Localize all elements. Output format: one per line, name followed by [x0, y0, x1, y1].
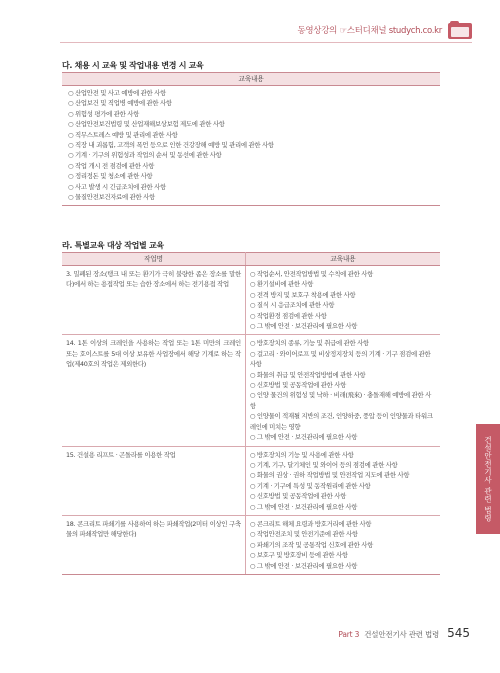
list-item: ○ 작업 개시 전 점검에 관한 사항 [68, 161, 434, 171]
content-column-header: 교육내용 [245, 253, 440, 266]
list-item: ○ 콘크리트 해체 요령과 방호거리에 관한 사항 [250, 519, 436, 529]
list-item: ○ 화물의 권상 · 권하 작업방법 및 안전작업 지도에 관한 사항 [250, 470, 436, 480]
work-column-header: 작업명 [62, 253, 245, 266]
list-item: ○ 산업보건 및 직업병 예방에 관한 사항 [68, 98, 434, 108]
list-item: ○ 작업환경 점검에 관한 사항 [250, 311, 436, 321]
table-row [62, 515, 440, 574]
content-cell [245, 335, 440, 446]
work-cell: 15. 건설용 리프트 · 곤돌라를 이용한 작업 [62, 446, 245, 515]
table-row [62, 335, 440, 446]
section-d-title: 라. 특별교육 대상 작업별 교육 [62, 241, 164, 250]
content-cell [245, 266, 440, 335]
work-cell: 14. 1톤 이상의 크레인을 사용하는 작업 또는 1톤 미만의 크레인 또는 호이스트를 5대 이상 보유한 사업장에서 해당 기계로 하는 작업(제40호의 작업은 제외한다) [62, 335, 245, 446]
list-item: ○ 그 밖에 안전 · 보건관리에 필요한 사항 [250, 561, 436, 571]
section-c-column-header: 교육내용 [62, 73, 440, 86]
list-item: ○ 파쇄기의 조작 및 공통작업 신호에 관한 사항 [250, 540, 436, 550]
list-item: ○ 기계 · 기구에 특성 및 동작원리에 관한 사항 [250, 481, 436, 491]
list-item: ○ 산업안전보건법령 및 산업재해보상보험 제도에 관한 사항 [68, 119, 434, 129]
list-item: ○ 직무스트레스 예방 및 관리에 관한 사항 [68, 130, 434, 140]
table-row [62, 266, 440, 335]
list-item: ○ 사고 발생 시 긴급조치에 관한 사항 [68, 182, 434, 192]
list-item: ○ 기계 · 기구의 위험성과 작업의 순서 및 동선에 관한 사항 [68, 150, 434, 160]
content-cell [245, 515, 440, 574]
header-divider [60, 42, 472, 43]
list-item: ○ 전격 방지 및 보호구 착용에 관한 사항 [250, 290, 436, 300]
list-item: ○ 화물의 취급 및 안전작업방법에 관한 사항 [250, 370, 436, 380]
list-item: ○ 정리정돈 및 청소에 관한 사항 [68, 171, 434, 181]
page-footer [338, 622, 470, 641]
list-item: ○ 환기설비에 관한 사항 [250, 279, 436, 289]
list-item: ○ 기계, 기구, 달기체인 및 와이어 등의 점검에 관한 사항 [250, 460, 436, 470]
folder-icon [448, 21, 472, 39]
list-item: ○ 인양물이 적재될 지반의 조건, 인양하중, 풍압 등이 인양물과 타워크레인에 미치는 영향 [250, 411, 436, 432]
side-tab-label: 건설안전기사 관련 법령 [483, 436, 493, 522]
page-header [297, 22, 472, 38]
list-item: ○ 방호장치의 종류, 기능 및 취급에 관한 사항 [250, 338, 436, 348]
brand-text: 동영상강의 ☞스터디채널 studych.co.kr [297, 26, 442, 36]
list-item: ○ 작업안전조치 및 안전기준에 관한 사항 [250, 529, 436, 539]
list-item: ○ 보호구 및 방호장비 등에 관한 사항 [250, 550, 436, 560]
section-c-title: 다. 채용 시 교육 및 작업내용 변경 시 교육 [62, 61, 204, 70]
section-c-table [62, 72, 440, 206]
work-cell: 18. 콘크리트 파쇄기를 사용하여 하는 파쇄작업(2미터 이상인 구축물의 파쇄작업만 해당한다) [62, 515, 245, 574]
list-item: ○ 그 밖에 안전 · 보건관리에 필요한 사항 [250, 502, 436, 512]
list-item: ○ 위험성 평가에 관한 사항 [68, 109, 434, 119]
footer-title: 건설안전기사 관련 법령 [364, 630, 440, 639]
page-number: 545 [447, 626, 470, 640]
list-item: ○ 직장 내 괴롭힘, 고객의 폭언 등으로 인한 건강장해 예방 및 관리에 관한 사항 [68, 140, 434, 150]
list-item: ○ 신호방법 및 공동작업에 관한 사항 [250, 380, 436, 390]
list-item: ○ 신호방법 및 공동작업에 관한 사항 [250, 491, 436, 501]
list-item: ○ 물질안전보건자료에 관한 사항 [68, 192, 434, 202]
list-item: ○ 질식 시 응급조치에 관한 사항 [250, 300, 436, 310]
list-item: ○ 그 밖에 안전 · 보건관리에 필요한 사항 [250, 432, 436, 442]
section-d-table [62, 252, 440, 575]
list-item: ○ 그 밖에 안전 · 보건관리에 필요한 사항 [250, 321, 436, 331]
table-row [62, 446, 440, 515]
section-c-items [62, 86, 440, 206]
content-cell [245, 446, 440, 515]
list-item: ○ 작업순서, 안전작업방법 및 수칙에 관한 사항 [250, 269, 436, 279]
list-item: ○ 방호장치의 기능 및 사용에 관한 사항 [250, 450, 436, 460]
chapter-side-tab [476, 424, 500, 534]
work-cell: 3. 밀폐된 장소(탱크 내 또는 환기가 극히 불량한 좁은 장소를 말한다)에서 하는 용접작업 또는 습한 장소에서 하는 전기용접 작업 [62, 266, 245, 335]
footer-part: Part 3 [338, 630, 360, 639]
list-item: ○ 인양 물건의 위험성 및 낙하 · 비래(飛來) · 충돌재해 예방에 관한 사항 [250, 390, 436, 411]
list-item: ○ 걸고리 · 와이어로프 및 비상정지장치 등의 기계 · 기구 점검에 관한 사항 [250, 349, 436, 370]
list-item: ○ 산업안전 및 사고 예방에 관한 사항 [68, 88, 434, 98]
